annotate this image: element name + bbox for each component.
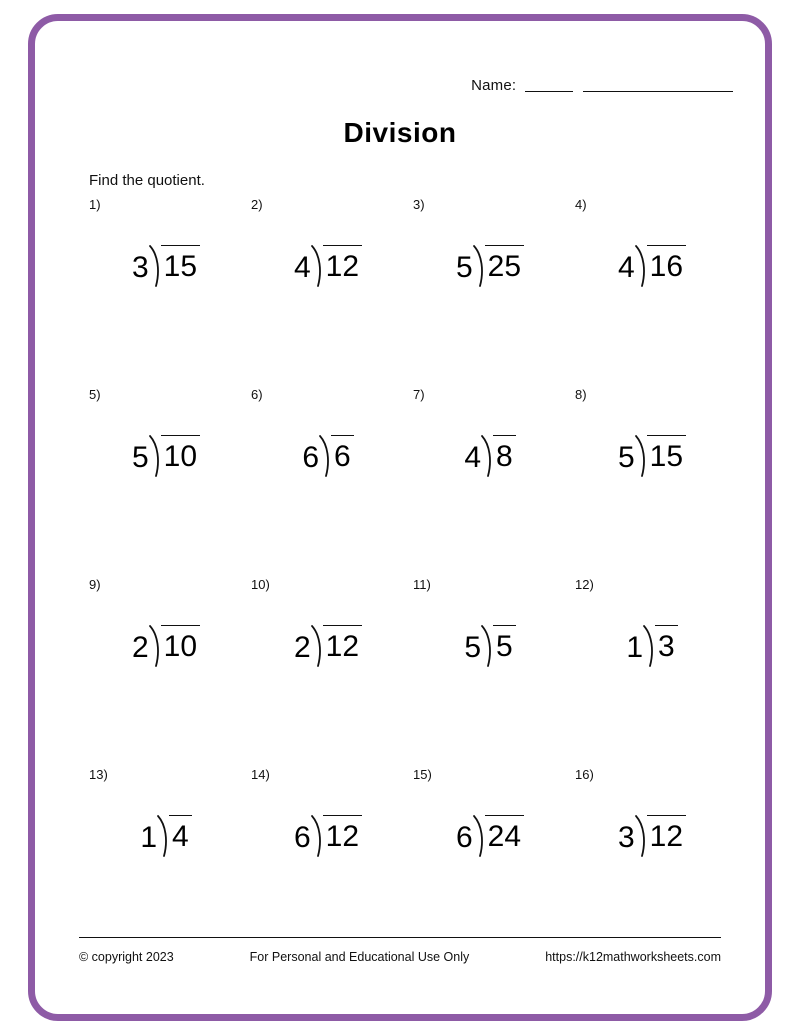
footer-divider <box>79 937 721 938</box>
dividend-value: 4 <box>169 815 192 854</box>
problem-number: 10) <box>251 577 270 592</box>
dividend-value: 8 <box>493 435 516 474</box>
division-bracket <box>635 815 686 857</box>
division-bracket-icon <box>157 815 170 857</box>
division-bracket <box>473 245 524 287</box>
problem-item <box>409 767 571 957</box>
divisor-value: 3 <box>131 251 149 284</box>
problem-item <box>85 197 247 387</box>
name-field-row <box>471 77 733 94</box>
dividend-value: 25 <box>485 245 524 284</box>
dividend-value: 12 <box>323 625 362 664</box>
long-division-expression <box>85 625 247 667</box>
problem-item <box>571 577 733 767</box>
division-bracket <box>311 815 362 857</box>
long-division-expression <box>247 815 409 857</box>
division-bracket <box>643 625 678 667</box>
division-bracket <box>635 435 686 477</box>
problem-number: 13) <box>89 767 108 782</box>
divisor-value: 1 <box>140 821 157 854</box>
division-bracket-icon <box>311 625 324 667</box>
dividend-value: 15 <box>161 245 200 284</box>
footer-usage-note: For Personal and Educational Use Only <box>249 950 470 964</box>
long-division-expression <box>85 815 247 857</box>
name-blank-long[interactable] <box>583 77 733 92</box>
worksheet-content <box>57 39 743 996</box>
problem-item <box>571 767 733 957</box>
divisor-value: 1 <box>626 631 643 664</box>
division-bracket <box>473 815 524 857</box>
division-bracket-icon <box>635 435 648 477</box>
dividend-value: 15 <box>647 435 686 474</box>
problem-number: 6) <box>251 387 263 402</box>
division-bracket <box>319 435 354 477</box>
division-bracket-icon <box>473 815 486 857</box>
divisor-value: 5 <box>617 441 635 474</box>
dividend-value: 12 <box>323 245 362 284</box>
problems-grid <box>85 197 733 957</box>
long-division-expression <box>409 625 571 667</box>
divisor-value: 2 <box>131 631 149 664</box>
divisor-value: 6 <box>455 821 473 854</box>
division-bracket-icon <box>149 245 162 287</box>
problem-item <box>85 767 247 957</box>
divisor-value: 5 <box>455 251 473 284</box>
dividend-value: 12 <box>647 815 686 854</box>
division-bracket-icon <box>481 435 494 477</box>
problem-number: 16) <box>575 767 594 782</box>
divisor-value: 2 <box>293 631 311 664</box>
divisor-value: 3 <box>617 821 635 854</box>
problem-number: 8) <box>575 387 587 402</box>
worksheet-page <box>28 14 772 1021</box>
division-bracket-icon <box>149 435 162 477</box>
long-division-expression <box>409 815 571 857</box>
problem-item <box>571 197 733 387</box>
dividend-value: 5 <box>493 625 516 664</box>
dividend-value: 6 <box>331 435 354 474</box>
footer-copyright: © copyright 2023 <box>79 950 174 964</box>
problem-item <box>571 387 733 577</box>
dividend-value: 24 <box>485 815 524 854</box>
problem-number: 4) <box>575 197 587 212</box>
division-bracket <box>149 625 200 667</box>
division-bracket-icon <box>643 625 656 667</box>
division-bracket-icon <box>311 815 324 857</box>
name-label: Name: <box>471 77 517 94</box>
division-bracket-icon <box>473 245 486 287</box>
problem-item <box>247 577 409 767</box>
problem-number: 9) <box>89 577 101 592</box>
problem-item <box>247 387 409 577</box>
problem-number: 2) <box>251 197 263 212</box>
long-division-expression <box>409 245 571 287</box>
footer <box>79 950 721 964</box>
problem-item <box>409 197 571 387</box>
long-division-expression <box>247 435 409 477</box>
divisor-value: 5 <box>464 631 481 664</box>
division-bracket-icon <box>149 625 162 667</box>
division-bracket <box>635 245 686 287</box>
name-blank-short[interactable] <box>525 77 573 92</box>
footer-site-url: https://k12mathworksheets.com <box>545 950 721 964</box>
dividend-value: 3 <box>655 625 678 664</box>
long-division-expression <box>571 815 733 857</box>
problem-number: 15) <box>413 767 432 782</box>
long-division-expression <box>571 625 733 667</box>
problem-number: 5) <box>89 387 101 402</box>
divisor-value: 6 <box>293 821 311 854</box>
problem-number: 12) <box>575 577 594 592</box>
dividend-value: 10 <box>161 435 200 474</box>
problem-number: 1) <box>89 197 101 212</box>
problem-item <box>247 197 409 387</box>
divisor-value: 4 <box>617 251 635 284</box>
problem-item <box>85 577 247 767</box>
problem-number: 11) <box>413 577 431 592</box>
problem-item <box>247 767 409 957</box>
division-bracket-icon <box>635 815 648 857</box>
problem-item <box>409 577 571 767</box>
dividend-value: 12 <box>323 815 362 854</box>
divisor-value: 4 <box>464 441 481 474</box>
dividend-value: 10 <box>161 625 200 664</box>
division-bracket-icon <box>319 435 332 477</box>
divisor-value: 5 <box>131 441 149 474</box>
long-division-expression <box>85 435 247 477</box>
division-bracket <box>481 435 516 477</box>
divisor-value: 4 <box>293 251 311 284</box>
instruction-text: Find the quotient. <box>89 172 205 189</box>
problem-number: 14) <box>251 767 270 782</box>
long-division-expression <box>247 625 409 667</box>
problem-item <box>409 387 571 577</box>
page-title: Division <box>343 117 457 148</box>
long-division-expression <box>247 245 409 287</box>
divisor-value: 6 <box>302 441 319 474</box>
division-bracket <box>481 625 516 667</box>
problem-number: 3) <box>413 197 425 212</box>
division-bracket-icon <box>635 245 648 287</box>
long-division-expression <box>571 435 733 477</box>
division-bracket <box>149 245 200 287</box>
dividend-value: 16 <box>647 245 686 284</box>
division-bracket <box>157 815 192 857</box>
division-bracket <box>311 625 362 667</box>
problem-number: 7) <box>413 387 425 402</box>
long-division-expression <box>409 435 571 477</box>
long-division-expression <box>571 245 733 287</box>
problem-item <box>85 387 247 577</box>
division-bracket-icon <box>311 245 324 287</box>
long-division-expression <box>85 245 247 287</box>
division-bracket <box>149 435 200 477</box>
division-bracket-icon <box>481 625 494 667</box>
division-bracket <box>311 245 362 287</box>
